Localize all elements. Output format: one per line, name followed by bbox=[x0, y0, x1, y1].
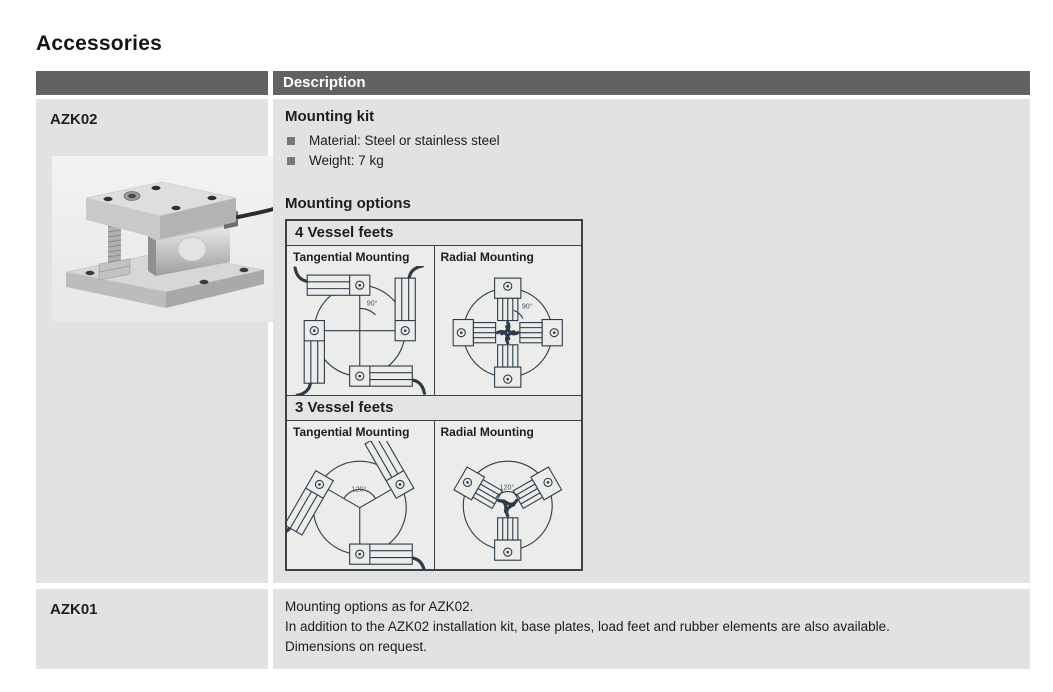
column-3-tangential bbox=[287, 421, 434, 568]
bullet-square-icon bbox=[287, 137, 295, 145]
spec-item-weight bbox=[285, 151, 1018, 171]
bullet-square-icon bbox=[287, 157, 295, 165]
spec-list bbox=[285, 131, 1018, 171]
section-title-3-vessel-feets: 3 Vessel feets bbox=[287, 395, 581, 421]
azk02-description-cell bbox=[273, 99, 1030, 583]
mounting-options-table bbox=[285, 219, 583, 571]
column-title-radial: Radial Mounting bbox=[440, 425, 534, 440]
table-row-azk02 bbox=[36, 99, 1030, 583]
section-title-4-vessel-feets: 4 Vessel feets bbox=[287, 221, 581, 246]
azk02-product-id: AZK02 bbox=[50, 111, 98, 128]
column-title-tangential: Tangential Mounting bbox=[293, 425, 410, 440]
column-4-tangential bbox=[287, 246, 434, 395]
table-header-row bbox=[36, 71, 1030, 95]
azk01-product-cell bbox=[36, 589, 268, 669]
spec-item-text: Weight: 7 kg bbox=[309, 153, 384, 168]
mounting-kit-photo-illustration bbox=[52, 156, 278, 322]
azk01-line-2: In addition to the AZK02 installation kit, base plates, load feet and rubber elements are also available. bbox=[285, 618, 890, 634]
section-3-columns bbox=[287, 421, 581, 568]
spec-item-material bbox=[285, 131, 1018, 151]
spec-item-text: Material: Steel or stainless steel bbox=[309, 133, 500, 148]
mounting-kit-title: Mounting kit bbox=[285, 108, 375, 125]
page-title: Accessories bbox=[36, 32, 162, 55]
accessories-table bbox=[36, 71, 1030, 669]
diagram-4-feet-radial bbox=[435, 266, 582, 395]
column-4-radial bbox=[434, 246, 582, 395]
angle-label-90: 90° bbox=[521, 303, 533, 311]
angle-label-120: 120° bbox=[499, 484, 514, 492]
azk02-product-photo bbox=[52, 156, 278, 322]
diagram-4-feet-tangential bbox=[287, 266, 434, 395]
azk01-line-1: Mounting options as for AZK02. bbox=[285, 598, 474, 614]
angle-label-90: 90° bbox=[366, 300, 378, 308]
azk01-description-cell bbox=[273, 589, 1030, 669]
azk01-product-id: AZK01 bbox=[50, 600, 98, 618]
table-header-description-cell: Description bbox=[273, 71, 1030, 95]
column-3-radial bbox=[434, 421, 582, 568]
azk01-line-3: Dimensions on request. bbox=[285, 638, 427, 654]
diagram-3-feet-tangential bbox=[287, 441, 434, 568]
mounting-options-title: Mounting options bbox=[285, 195, 411, 212]
azk02-product-cell bbox=[36, 99, 268, 583]
angle-label-120: 120° bbox=[351, 486, 367, 494]
column-title-tangential: Tangential Mounting bbox=[293, 250, 410, 264]
table-header-product-cell bbox=[36, 71, 268, 95]
section-4-columns bbox=[287, 246, 581, 395]
column-title-radial: Radial Mounting bbox=[440, 250, 534, 264]
diagram-3-feet-radial bbox=[435, 441, 582, 568]
table-row-azk01 bbox=[36, 589, 1030, 669]
